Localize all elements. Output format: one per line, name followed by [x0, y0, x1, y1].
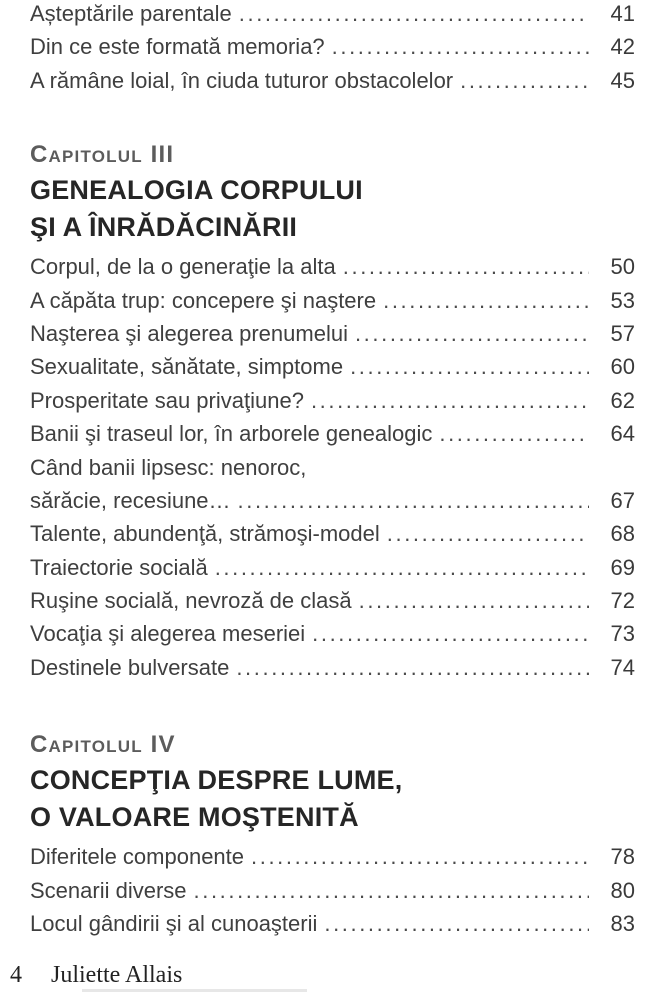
toc-entry-title: Diferitele componente	[30, 844, 245, 870]
chapter-4-entries	[30, 844, 635, 944]
dot-leader	[215, 555, 589, 581]
toc-entry	[30, 388, 635, 421]
toc-entry-page: 78	[610, 844, 635, 870]
toc-entry-page: 60	[610, 354, 635, 380]
toc-entry-title: Vocaţia şi alegerea meseriei	[30, 621, 306, 647]
footer-page-number: 4	[10, 962, 22, 988]
dot-leader	[387, 521, 589, 547]
toc-entry-page: 45	[610, 67, 635, 93]
chapter-title-line: GENEALOGIA CORPULUI	[30, 175, 363, 206]
toc-entry-title: Ruşine socială, nevroză de clasă	[30, 588, 352, 614]
toc-entry	[30, 34, 635, 67]
toc-entry-title: Din ce este formată memoria?	[30, 34, 325, 60]
toc-entry	[30, 68, 635, 101]
dot-leader	[343, 254, 589, 280]
toc-entry	[30, 621, 635, 654]
toc-entry-title: Când banii lipsesc: nenoroc,	[30, 454, 307, 480]
dot-leader	[251, 844, 589, 870]
chapter-label: Capitolul III	[30, 141, 175, 169]
dot-leader	[238, 488, 589, 514]
toc-entry-title: Talente, abundenţă, strămoşi-model	[30, 521, 380, 547]
dot-leader	[312, 621, 589, 647]
chapter-3-entries	[30, 254, 635, 688]
toc-entry-page: 67	[610, 487, 635, 513]
dot-leader	[460, 68, 589, 94]
toc-entry-page: 42	[610, 34, 635, 60]
toc-entry	[30, 354, 635, 387]
dot-leader	[236, 655, 589, 681]
toc-entry-page: 53	[610, 287, 635, 313]
footer-author: Juliette Allais	[51, 962, 183, 988]
toc-entry	[30, 254, 635, 287]
toc-entry-title: Banii şi traseul lor, în arborele genealogic	[30, 421, 433, 447]
toc-entry-title: Așteptările parentale	[30, 1, 232, 26]
toc-entry	[30, 555, 635, 588]
dot-leader	[383, 288, 589, 314]
chapter-block-3	[30, 138, 635, 246]
dot-leader	[311, 388, 589, 414]
chapter-label: Capitolul IV	[30, 731, 176, 759]
toc-entry-title: Scenarii diverse	[30, 877, 187, 903]
dot-leader	[194, 878, 589, 904]
toc-entry	[30, 878, 635, 911]
toc-entry-title: sărăcie, recesiune…	[30, 487, 231, 513]
dot-leader	[332, 34, 589, 60]
dot-leader	[355, 321, 589, 347]
toc-entry-title: Corpul, de la o generaţie la alta	[30, 254, 336, 280]
toc-entry-line2	[30, 488, 635, 521]
toc-entry-page: 69	[610, 554, 635, 580]
toc-entry-page: 83	[610, 911, 635, 937]
toc-entry-page: 62	[610, 387, 635, 413]
toc-entry-title: Locul gândirii şi al cunoaşterii	[30, 911, 318, 937]
toc-entry-title: Prosperitate sau privaţiune?	[30, 387, 304, 413]
toc-entry	[30, 321, 635, 354]
toc-entry	[30, 521, 635, 554]
chapter-title-line: ŞI A ÎNRĂDĂCINĂRII	[30, 212, 298, 243]
toc-entry	[30, 588, 635, 621]
toc-entry-title: Destinele bulversate	[30, 654, 230, 680]
dot-leader	[239, 1, 589, 27]
toc-entry-page: 72	[610, 588, 635, 614]
toc-entry	[30, 288, 635, 321]
toc-entry-page: 68	[610, 521, 635, 547]
page-footer	[10, 962, 182, 989]
toc-entry-line1	[30, 455, 635, 488]
toc-entry	[30, 655, 635, 688]
scan-artifact-line	[82, 989, 307, 992]
dot-leader	[359, 588, 589, 614]
toc-entry-page: 50	[610, 254, 635, 280]
toc-entry-title: Sexualitate, sănătate, simptome	[30, 354, 344, 380]
toc-entry	[30, 911, 635, 944]
chapter-title-line: CONCEPŢIA DESPRE LUME,	[30, 765, 403, 796]
toc-entry-title: A căpăta trup: concepere şi naştere	[30, 287, 377, 313]
dot-leader	[439, 421, 589, 447]
toc-entry-title: A rămâne loial, în ciuda tuturor obstacolelor	[30, 67, 454, 93]
toc-entry-page: 73	[610, 621, 635, 647]
toc-entry-page: 74	[610, 654, 635, 680]
toc-entry	[30, 1, 635, 34]
toc-entry-page: 80	[610, 877, 635, 903]
toc-entry-page: 41	[610, 1, 635, 26]
dot-leader	[350, 354, 589, 380]
chapter-block-4	[30, 728, 635, 836]
chapter-title-line: O VALOARE MOŞTENITĂ	[30, 802, 359, 833]
toc-entry	[30, 844, 635, 877]
toc-entry-page: 57	[610, 320, 635, 346]
toc-entry-page: 64	[610, 421, 635, 447]
dot-leader	[324, 911, 589, 937]
toc-entry	[30, 421, 635, 454]
toc-entry-title: Traiectorie socială	[30, 554, 208, 580]
toc-entry-title: Naşterea şi alegerea prenumelui	[30, 320, 348, 346]
